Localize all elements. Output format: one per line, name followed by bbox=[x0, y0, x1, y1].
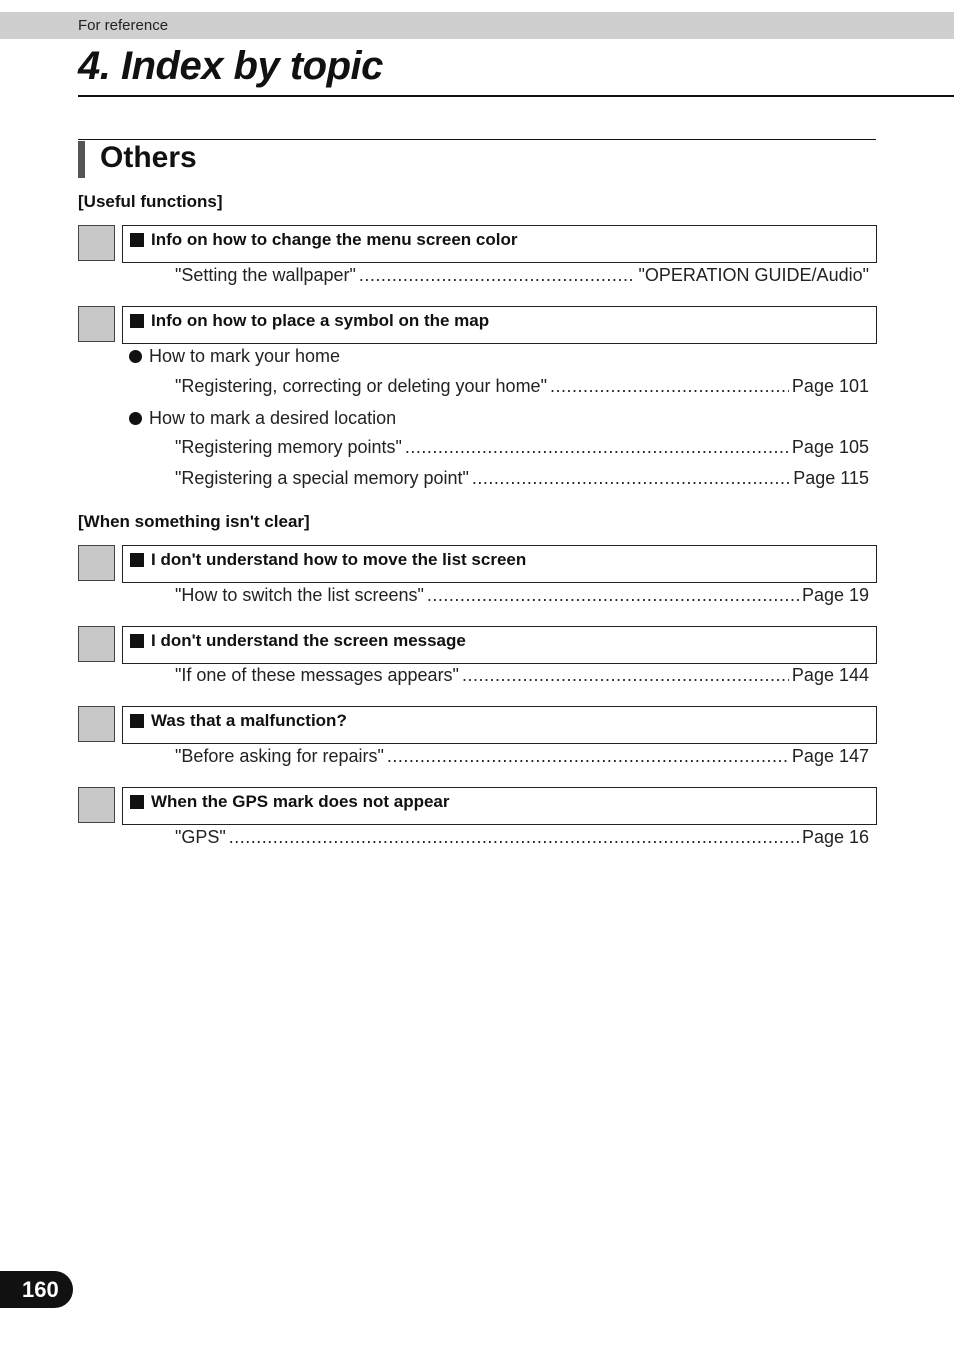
topic-side-tab bbox=[78, 306, 115, 342]
reference-row bbox=[175, 468, 869, 492]
section-marker bbox=[78, 141, 85, 178]
reference-page: Page 16 bbox=[801, 827, 869, 847]
square-bullet-icon bbox=[130, 714, 144, 728]
dot-leader bbox=[472, 468, 790, 489]
topic-title: Info on how to change the menu screen color bbox=[151, 230, 518, 249]
group-label-useful-functions: [Useful functions] bbox=[78, 192, 223, 211]
topic-title: I don't understand how to move the list screen bbox=[151, 550, 527, 569]
reference-text: "Registering memory points" bbox=[175, 437, 402, 457]
dot-leader bbox=[387, 746, 789, 767]
topic-title: Info on how to place a symbol on the map bbox=[151, 311, 490, 330]
topic-side-tab bbox=[78, 545, 115, 581]
bullet-item bbox=[129, 408, 396, 429]
topic-side-tab bbox=[78, 225, 115, 261]
topic-heading-list-screen bbox=[122, 545, 877, 583]
topic-title: I don't understand the screen message bbox=[151, 631, 466, 650]
topic-heading-malfunction bbox=[122, 706, 877, 744]
topic-title: Was that a malfunction? bbox=[151, 711, 347, 730]
reference-text: "If one of these messages appears" bbox=[175, 665, 459, 685]
dot-leader bbox=[405, 437, 789, 458]
reference-page: "OPERATION GUIDE/Audio" bbox=[638, 265, 869, 285]
reference-page: Page 101 bbox=[791, 376, 869, 396]
square-bullet-icon bbox=[130, 795, 144, 809]
reference-row bbox=[175, 827, 869, 851]
dot-leader bbox=[550, 376, 789, 397]
topic-side-tab bbox=[78, 787, 115, 823]
square-bullet-icon bbox=[130, 233, 144, 247]
dot-leader bbox=[359, 265, 636, 286]
header-section-label: For reference bbox=[78, 17, 169, 34]
topic-title: When the GPS mark does not appear bbox=[151, 792, 450, 811]
title-rule bbox=[78, 95, 954, 97]
reference-row bbox=[175, 437, 869, 461]
circle-bullet-icon bbox=[129, 412, 142, 425]
dot-leader bbox=[427, 585, 799, 606]
reference-page: Page 144 bbox=[791, 665, 869, 685]
header-bar bbox=[0, 12, 954, 39]
circle-bullet-icon bbox=[129, 350, 142, 363]
reference-text: "Registering, correcting or deleting your home" bbox=[175, 376, 547, 396]
reference-text: "Setting the wallpaper" bbox=[175, 265, 356, 285]
reference-text: "How to switch the list screens" bbox=[175, 585, 424, 605]
reference-text: "Before asking for repairs" bbox=[175, 746, 384, 766]
reference-row bbox=[175, 665, 869, 689]
reference-row bbox=[175, 585, 869, 609]
reference-row bbox=[175, 376, 869, 400]
page-title: 4. Index by topic bbox=[78, 44, 383, 88]
page-number: 160 bbox=[22, 1277, 59, 1302]
reference-page: Page 115 bbox=[793, 468, 869, 488]
dot-leader bbox=[462, 665, 789, 686]
topic-heading-gps-mark bbox=[122, 787, 877, 825]
topic-side-tab bbox=[78, 626, 115, 662]
topic-heading-map-symbol bbox=[122, 306, 877, 344]
bullet-item bbox=[129, 346, 340, 367]
square-bullet-icon bbox=[130, 634, 144, 648]
reference-row bbox=[175, 265, 869, 289]
reference-page: Page 147 bbox=[791, 746, 869, 766]
section-title: Others bbox=[100, 141, 197, 174]
page-number-badge bbox=[0, 1271, 73, 1308]
reference-page: Page 19 bbox=[801, 585, 869, 605]
dot-leader bbox=[229, 827, 799, 848]
topic-side-tab bbox=[78, 706, 115, 742]
reference-row bbox=[175, 746, 869, 770]
group-label-when-unclear: [When something isn't clear] bbox=[78, 512, 310, 531]
reference-text: "Registering a special memory point" bbox=[175, 468, 469, 488]
bullet-label: How to mark a desired location bbox=[149, 408, 397, 428]
reference-page: Page 105 bbox=[791, 437, 869, 457]
reference-text: "GPS" bbox=[175, 827, 226, 847]
topic-heading-screen-message bbox=[122, 626, 877, 664]
square-bullet-icon bbox=[130, 553, 144, 567]
topic-heading-menu-color bbox=[122, 225, 877, 263]
section-rule bbox=[78, 139, 876, 140]
bullet-label: How to mark your home bbox=[149, 346, 341, 366]
square-bullet-icon bbox=[130, 314, 144, 328]
